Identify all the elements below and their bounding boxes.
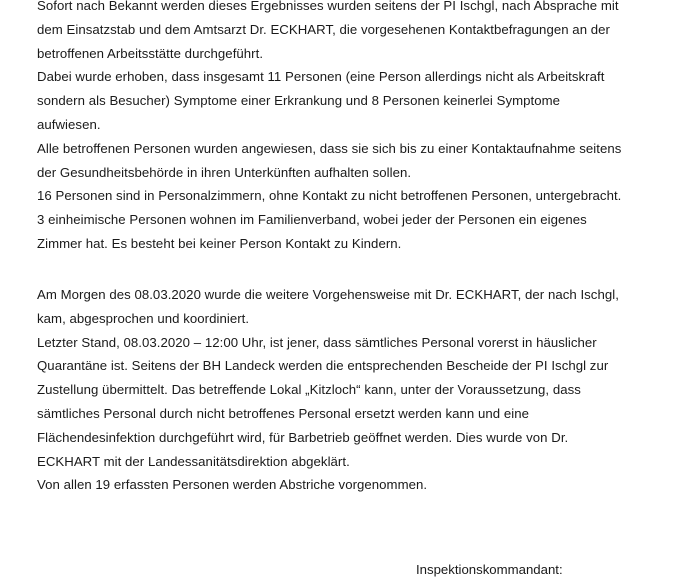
text-line: 16 Personen sind in Personalzimmern, ohne Kontakt zu nicht betroffenen Personen, untergebracht. — [37, 188, 622, 204]
text-line: Flächendesinfektion durchgeführt wird, für Barbetrieb geöffnet werden. Dies wurde von Dr. — [37, 429, 569, 445]
text-line: Am Morgen des 08.03.2020 wurde die weitere Vorgehensweise mit Dr. ECKHART, der nach Ischgl, — [37, 287, 619, 302]
signature-label: Inspektionskommandant: — [416, 562, 563, 577]
text-line: dem Einsatzstab und dem Amtsarzt Dr. ECKHART, die vorgesehenen Kontaktbefragungen an der — [37, 21, 611, 37]
text-line: betroffenen Arbeitsstätte durchgeführt. — [37, 45, 264, 61]
paragraph-procedure — [37, 283, 687, 497]
text-line: Alle betroffenen Personen wurden angewiesen, dass sie sich bis zu einer Kontaktaufnahme seitens — [37, 140, 622, 156]
paragraph-contact-survey — [37, 0, 687, 256]
text-line: Zimmer hat. Es besteht bei keiner Person Kontakt zu Kindern. — [37, 235, 402, 251]
text-line: der Gesundheitsbehörde in ihren Unterkünften aufhalten sollen. — [37, 164, 412, 180]
text-line: 3 einheimische Personen wohnen im Familienverband, wobei jeder der Personen ein eigenes — [37, 212, 587, 228]
text-line: Quarantäne ist. Seitens der BH Landeck werden die entsprechenden Bescheide der PI Ischgl zur — [37, 358, 609, 374]
text-line: Dabei wurde erhoben, dass insgesamt 11 Personen (eine Person allerdings nicht als Arbeitskraft — [37, 69, 605, 85]
text-line: aufwiesen. — [37, 116, 101, 132]
text-line: Letzter Stand, 08.03.2020 – 12:00 Uhr, ist jener, dass sämtliches Personal vorerst in häuslicher — [37, 334, 597, 350]
text-line: ECKHART mit der Landessanitätsdirektion abgeklärt. — [37, 453, 350, 469]
text-line: kam, abgesprochen und koordiniert. — [37, 310, 250, 326]
text-line: Sofort nach Bekannt werden dieses Ergebnisses wurden seitens der PI Ischgl, nach Absprache mit — [37, 0, 619, 13]
text-line: Zustellung übermittelt. Das betreffende Lokal „Kitzloch“ kann, unter der Voraussetzung, dass — [37, 382, 581, 398]
text-line: sondern als Besucher) Symptome einer Erkrankung und 8 Personen keinerlei Symptome — [37, 93, 561, 109]
text-line: Von allen 19 erfassten Personen werden Abstriche vorgenommen. — [37, 477, 428, 493]
text-line: sämtliches Personal durch nicht betroffenes Personal ersetzt werden kann und eine — [37, 405, 530, 421]
